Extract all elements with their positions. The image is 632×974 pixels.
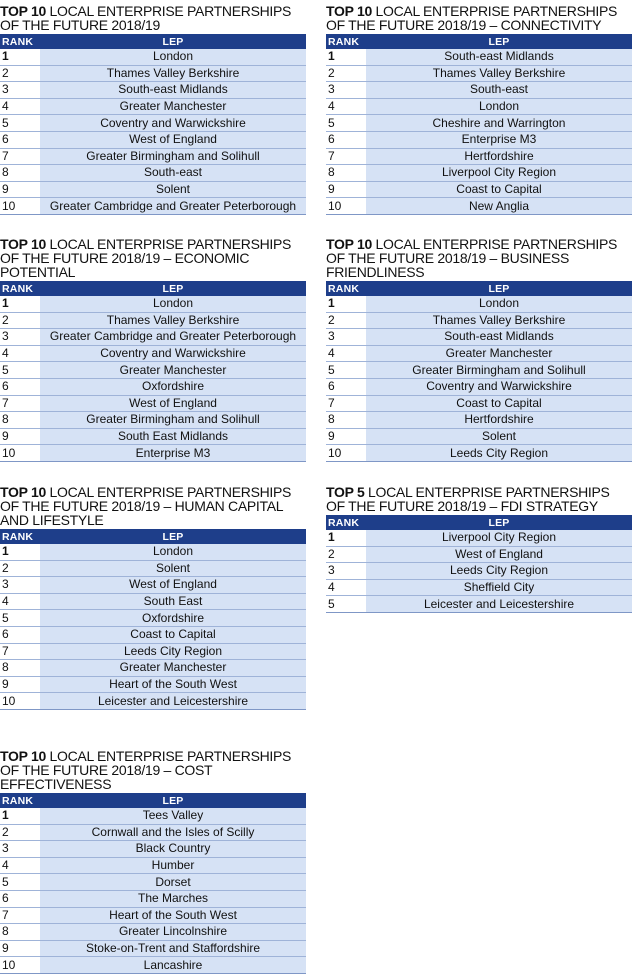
panel-title-bold: TOP 10: [0, 484, 46, 500]
rank-cell: 10: [0, 445, 40, 462]
rank-cell: 3: [0, 841, 40, 858]
table-row: [326, 412, 632, 429]
table-row: [326, 131, 632, 148]
lep-cell: Greater Manchester: [40, 98, 306, 115]
rank-cell: 7: [326, 395, 366, 412]
lep-column-header: LEP: [488, 35, 510, 48]
lep-cell: Leeds City Region: [366, 563, 632, 580]
panel-title-text: LOCAL ENTERPRISE PARTNERSHIPS OF THE FUTURE 2018/19 – FDI STRATEGY: [326, 484, 610, 514]
lep-column-header: LEP: [488, 282, 510, 295]
lep-cell: Leeds City Region: [366, 445, 632, 462]
table-header: [0, 34, 306, 49]
table-row: [326, 82, 632, 99]
rank-cell: 4: [0, 345, 40, 362]
table-row: [0, 924, 306, 941]
rank-cell: 4: [0, 857, 40, 874]
lep-cell: Greater Lincolnshire: [40, 924, 306, 941]
ranking-panel-business-friendliness: [326, 237, 632, 462]
lep-column-header: LEP: [488, 516, 510, 529]
rank-cell: 2: [326, 546, 366, 563]
table-row: [326, 345, 632, 362]
table-body: [326, 296, 632, 461]
rank-cell: 4: [326, 98, 366, 115]
rank-cell: 9: [0, 428, 40, 445]
panel-title: [326, 485, 632, 513]
rank-cell: 2: [0, 824, 40, 841]
table-row: [0, 808, 306, 824]
table-row: [326, 445, 632, 462]
rank-cell: 9: [326, 428, 366, 445]
lep-cell: Liverpool City Region: [366, 165, 632, 182]
lep-cell: Thames Valley Berkshire: [40, 65, 306, 82]
table-row: [0, 362, 306, 379]
table-row: [0, 345, 306, 362]
table-row: [0, 560, 306, 577]
rank-cell: 10: [326, 445, 366, 462]
lep-cell: Leicester and Leicestershire: [366, 596, 632, 613]
table-header: [326, 281, 632, 296]
rank-cell: 3: [326, 82, 366, 99]
rank-cell: 1: [0, 49, 40, 65]
lep-cell: London: [40, 296, 306, 312]
table-row: [326, 115, 632, 132]
table-row: [326, 428, 632, 445]
lep-column-header: LEP: [162, 35, 184, 48]
table-row: [0, 296, 306, 312]
table-header: [0, 529, 306, 544]
rank-cell: 3: [0, 577, 40, 594]
ranking-table: [0, 793, 306, 974]
table-row: [0, 957, 306, 974]
table-row: [326, 296, 632, 312]
lep-cell: Stoke-on-Trent and Staffordshire: [40, 940, 306, 957]
lep-cell: Greater Cambridge and Greater Peterborough: [40, 329, 306, 346]
ranking-table: [326, 515, 632, 613]
table-body: [0, 808, 306, 973]
table-row: [0, 148, 306, 165]
rank-cell: 1: [0, 544, 40, 560]
ranking-table: [0, 34, 306, 215]
lep-cell: Leeds City Region: [40, 643, 306, 660]
table-row: [0, 395, 306, 412]
rank-column-header: RANK: [2, 282, 34, 295]
rank-cell: 8: [0, 924, 40, 941]
rank-column-header: RANK: [2, 530, 34, 543]
rank-cell: 6: [326, 378, 366, 395]
table-row: [0, 428, 306, 445]
table-row: [326, 98, 632, 115]
table-row: [0, 115, 306, 132]
lep-column-header: LEP: [162, 794, 184, 807]
rank-cell: 10: [0, 198, 40, 215]
panel-title-text: LOCAL ENTERPRISE PARTNERSHIPS OF THE FUTURE 2018/19 – HUMAN CAPITAL AND LIFESTYLE: [0, 484, 292, 528]
rank-cell: 5: [326, 596, 366, 613]
lep-cell: Cornwall and the Isles of Scilly: [40, 824, 306, 841]
lep-cell: Coventry and Warwickshire: [40, 115, 306, 132]
table-row: [0, 445, 306, 462]
table-row: [0, 378, 306, 395]
table-row: [0, 181, 306, 198]
panel-title-text: LOCAL ENTERPRISE PARTNERSHIPS OF THE FUTURE 2018/19 – BUSINESS FRIENDLINESS: [326, 236, 618, 280]
table-row: [0, 857, 306, 874]
panel-title: [326, 4, 632, 32]
panel-title-text: LOCAL ENTERPRISE PARTNERSHIPS OF THE FUTURE 2018/19 – COST EFFECTIVENESS: [0, 748, 292, 792]
table-row: [0, 131, 306, 148]
table-row: [0, 198, 306, 215]
rank-cell: 2: [0, 312, 40, 329]
rank-cell: 6: [326, 131, 366, 148]
lep-cell: Liverpool City Region: [366, 530, 632, 546]
lep-cell: Coventry and Warwickshire: [40, 345, 306, 362]
ranking-panel-economic-potential: [0, 237, 306, 462]
lep-cell: Greater Manchester: [366, 345, 632, 362]
lep-cell: Thames Valley Berkshire: [40, 312, 306, 329]
lep-cell: Greater Manchester: [40, 362, 306, 379]
table-row: [326, 312, 632, 329]
header-row: [326, 515, 632, 530]
rank-cell: 10: [0, 693, 40, 710]
rank-cell: 8: [0, 660, 40, 677]
rank-cell: 4: [0, 98, 40, 115]
rank-cell: 5: [326, 362, 366, 379]
table-row: [326, 563, 632, 580]
table-row: [0, 940, 306, 957]
ranking-table: [0, 529, 306, 710]
lep-cell: Sheffield City: [366, 579, 632, 596]
rank-cell: 8: [0, 412, 40, 429]
lep-cell: West of England: [366, 546, 632, 563]
rank-cell: 7: [0, 907, 40, 924]
ranking-panel-cost-effectiveness: [0, 749, 306, 974]
rank-column-header: RANK: [2, 35, 34, 48]
rank-cell: 8: [0, 165, 40, 182]
panel-title: [0, 237, 306, 279]
table-row: [0, 643, 306, 660]
table-header: [0, 281, 306, 296]
header-row: [0, 793, 306, 808]
rank-cell: 6: [0, 626, 40, 643]
lep-cell: Solent: [40, 560, 306, 577]
lep-cell: Greater Manchester: [40, 660, 306, 677]
lep-cell: Coast to Capital: [366, 181, 632, 198]
rank-cell: 10: [0, 957, 40, 974]
table-row: [326, 198, 632, 215]
panel-title: [0, 485, 306, 527]
lep-cell: South East: [40, 593, 306, 610]
lep-cell: The Marches: [40, 890, 306, 907]
table-row: [326, 596, 632, 613]
ranking-panel-fdi-strategy: [326, 485, 632, 613]
lep-cell: Cheshire and Warrington: [366, 115, 632, 132]
table-row: [0, 312, 306, 329]
rank-cell: 6: [0, 378, 40, 395]
lep-cell: London: [40, 49, 306, 65]
table-body: [326, 49, 632, 214]
lep-cell: Enterprise M3: [40, 445, 306, 462]
lep-cell: South-east: [366, 82, 632, 99]
lep-cell: New Anglia: [366, 198, 632, 215]
header-row: [326, 34, 632, 49]
rank-cell: 2: [0, 560, 40, 577]
panel-title-bold: TOP 10: [0, 748, 46, 764]
table-row: [326, 362, 632, 379]
table-row: [326, 546, 632, 563]
table-row: [0, 693, 306, 710]
lep-cell: Hertfordshire: [366, 412, 632, 429]
lep-cell: Coast to Capital: [366, 395, 632, 412]
rank-cell: 1: [326, 49, 366, 65]
table-row: [326, 329, 632, 346]
table-row: [0, 874, 306, 891]
rank-cell: 10: [326, 198, 366, 215]
table-row: [326, 579, 632, 596]
panel-title: [326, 237, 632, 279]
rank-cell: 1: [326, 530, 366, 546]
lep-cell: Greater Birmingham and Solihull: [40, 412, 306, 429]
table-row: [326, 530, 632, 546]
lep-cell: Oxfordshire: [40, 378, 306, 395]
lep-cell: Enterprise M3: [366, 131, 632, 148]
rank-cell: 1: [0, 296, 40, 312]
lep-cell: Leicester and Leicestershire: [40, 693, 306, 710]
rank-cell: 9: [326, 181, 366, 198]
panel-title: [0, 749, 306, 791]
lep-cell: South-east Midlands: [366, 49, 632, 65]
rank-cell: 3: [326, 329, 366, 346]
lep-cell: Heart of the South West: [40, 907, 306, 924]
table-row: [326, 165, 632, 182]
table-row: [0, 907, 306, 924]
lep-cell: Greater Birmingham and Solihull: [366, 362, 632, 379]
rank-cell: 4: [326, 579, 366, 596]
lep-cell: Lancashire: [40, 957, 306, 974]
lep-cell: Dorset: [40, 874, 306, 891]
table-row: [0, 49, 306, 65]
ranking-panel-connectivity: [326, 4, 632, 215]
table-row: [0, 65, 306, 82]
lep-cell: West of England: [40, 131, 306, 148]
table-row: [326, 181, 632, 198]
lep-cell: South-east Midlands: [40, 82, 306, 99]
lep-cell: Solent: [366, 428, 632, 445]
table-row: [326, 378, 632, 395]
panel-title: [0, 4, 306, 32]
lep-cell: Black Country: [40, 841, 306, 858]
rank-cell: 5: [0, 362, 40, 379]
table-row: [0, 660, 306, 677]
rank-cell: 9: [0, 181, 40, 198]
rank-cell: 1: [0, 808, 40, 824]
header-row: [326, 281, 632, 296]
rank-cell: 9: [0, 940, 40, 957]
lep-cell: Tees Valley: [40, 808, 306, 824]
header-row: [0, 529, 306, 544]
table-row: [326, 65, 632, 82]
table-header: [326, 515, 632, 530]
panel-title-bold: TOP 10: [0, 236, 46, 252]
lep-cell: West of England: [40, 395, 306, 412]
table-row: [0, 98, 306, 115]
rank-cell: 5: [0, 874, 40, 891]
table-row: [326, 49, 632, 65]
table-row: [0, 82, 306, 99]
lep-cell: Oxfordshire: [40, 610, 306, 627]
lep-cell: Greater Cambridge and Greater Peterborough: [40, 198, 306, 215]
rank-cell: 6: [0, 131, 40, 148]
lep-cell: Coventry and Warwickshire: [366, 378, 632, 395]
panel-title-bold: TOP 10: [0, 3, 46, 19]
lep-cell: London: [40, 544, 306, 560]
panel-title-text: LOCAL ENTERPRISE PARTNERSHIPS OF THE FUTURE 2018/19: [0, 3, 292, 33]
rank-cell: 4: [0, 593, 40, 610]
rank-cell: 7: [0, 148, 40, 165]
ranking-table: [326, 281, 632, 462]
table-row: [0, 841, 306, 858]
lep-column-header: LEP: [162, 282, 184, 295]
rank-cell: 9: [0, 676, 40, 693]
rank-cell: 5: [326, 115, 366, 132]
rank-cell: 3: [326, 563, 366, 580]
ranking-panel-human-capital: [0, 485, 306, 710]
table-row: [326, 148, 632, 165]
table-body: [0, 49, 306, 214]
lep-cell: Coast to Capital: [40, 626, 306, 643]
table-row: [0, 329, 306, 346]
ranking-table: [0, 281, 306, 462]
table-body: [0, 296, 306, 461]
rank-cell: 4: [326, 345, 366, 362]
table-header: [0, 793, 306, 808]
rank-cell: 3: [0, 329, 40, 346]
table-row: [0, 544, 306, 560]
rank-cell: 7: [0, 395, 40, 412]
rank-cell: 2: [326, 312, 366, 329]
ranking-table: [326, 34, 632, 215]
lep-cell: South East Midlands: [40, 428, 306, 445]
lep-cell: Hertfordshire: [366, 148, 632, 165]
rank-column-header: RANK: [328, 516, 360, 529]
rank-cell: 5: [0, 610, 40, 627]
lep-cell: South-east: [40, 165, 306, 182]
lep-column-header: LEP: [162, 530, 184, 543]
header-row: [0, 34, 306, 49]
rank-cell: 7: [326, 148, 366, 165]
panel-title-text: LOCAL ENTERPRISE PARTNERSHIPS OF THE FUTURE 2018/19 – CONNECTIVITY: [326, 3, 618, 33]
panel-title-bold: TOP 10: [326, 3, 372, 19]
table-row: [0, 577, 306, 594]
table-row: [0, 593, 306, 610]
rank-cell: 1: [326, 296, 366, 312]
lep-cell: London: [366, 98, 632, 115]
table-row: [0, 165, 306, 182]
table-row: [326, 395, 632, 412]
table-body: [0, 544, 306, 709]
rank-cell: 2: [326, 65, 366, 82]
rank-column-header: RANK: [2, 794, 34, 807]
table-row: [0, 412, 306, 429]
lep-cell: Thames Valley Berkshire: [366, 65, 632, 82]
lep-cell: London: [366, 296, 632, 312]
rank-cell: 3: [0, 82, 40, 99]
ranking-panel-overall: [0, 4, 306, 215]
lep-cell: Greater Birmingham and Solihull: [40, 148, 306, 165]
rank-cell: 2: [0, 65, 40, 82]
rank-cell: 8: [326, 165, 366, 182]
table-row: [0, 626, 306, 643]
panel-title-bold: TOP 10: [326, 236, 372, 252]
lep-cell: Humber: [40, 857, 306, 874]
table-row: [0, 824, 306, 841]
table-row: [0, 890, 306, 907]
table-row: [0, 610, 306, 627]
lep-cell: Heart of the South West: [40, 676, 306, 693]
rank-cell: 5: [0, 115, 40, 132]
table-header: [326, 34, 632, 49]
rank-column-header: RANK: [328, 282, 360, 295]
lep-cell: Thames Valley Berkshire: [366, 312, 632, 329]
panel-title-bold: TOP 5: [326, 484, 365, 500]
panel-title-text: LOCAL ENTERPRISE PARTNERSHIPS OF THE FUTURE 2018/19 – ECONOMIC POTENTIAL: [0, 236, 292, 280]
header-row: [0, 281, 306, 296]
rank-cell: 7: [0, 643, 40, 660]
rank-cell: 6: [0, 890, 40, 907]
table-row: [0, 676, 306, 693]
lep-cell: South-east Midlands: [366, 329, 632, 346]
rank-column-header: RANK: [328, 35, 360, 48]
lep-cell: West of England: [40, 577, 306, 594]
rank-cell: 8: [326, 412, 366, 429]
lep-cell: Solent: [40, 181, 306, 198]
table-body: [326, 530, 632, 612]
